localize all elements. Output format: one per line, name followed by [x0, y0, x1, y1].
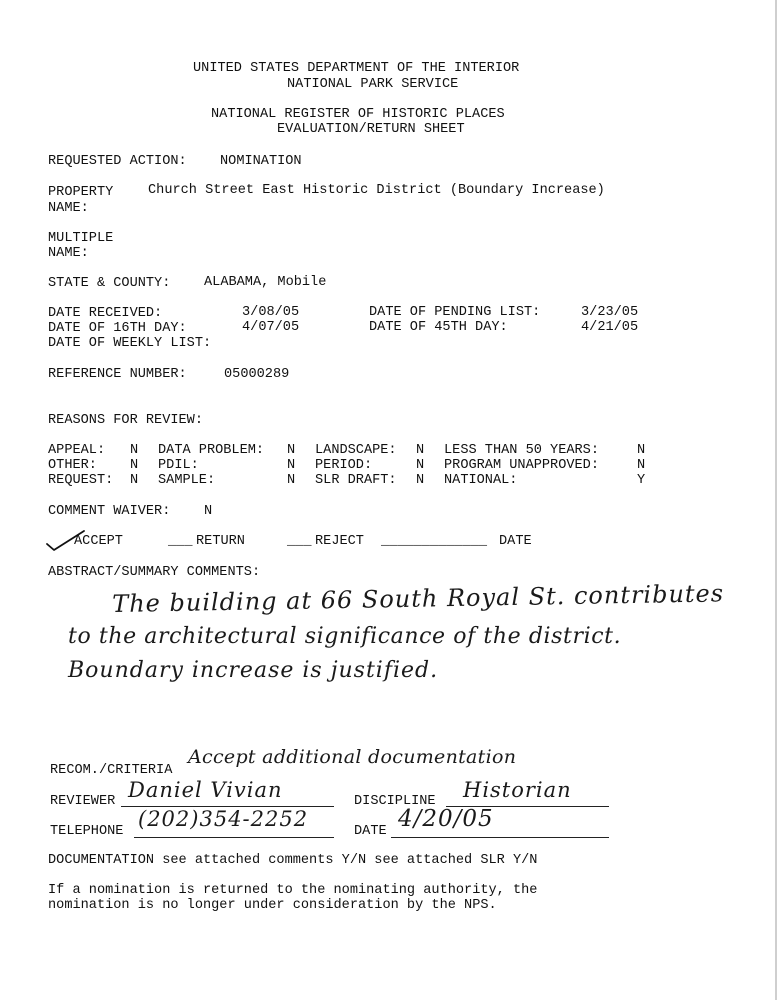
requested-action-value: NOMINATION [220, 154, 302, 169]
period-label: PERIOD: [315, 458, 373, 473]
header-register: NATIONAL REGISTER OF HISTORIC PLACES [211, 107, 505, 122]
national-value: Y [637, 473, 646, 488]
date-pending-label: DATE OF PENDING LIST: [369, 305, 541, 320]
landscape-label: LANDSCAPE: [315, 443, 397, 458]
program-unapproved-value: N [637, 458, 646, 473]
property-name-value: Church Street East Historic District (Boundary Increase) [148, 183, 605, 198]
multiple-label-2: NAME: [48, 246, 89, 261]
reasons-title: REASONS FOR REVIEW: [48, 413, 203, 428]
recom-criteria-label: RECOM./CRITERIA [50, 763, 173, 778]
multiple-label-1: MULTIPLE [48, 231, 114, 246]
signed-date-underline [391, 837, 609, 838]
date-weekly-label: DATE OF WEEKLY LIST: [48, 336, 212, 351]
header-agency: NATIONAL PARK SERVICE [287, 77, 459, 92]
pdil-label: PDIL: [158, 458, 199, 473]
recom-criteria-value: Accept additional documentation [188, 746, 517, 768]
request-value: N [130, 473, 139, 488]
reference-number-value: 05000289 [224, 367, 290, 382]
abstract-comment-line-3: Boundary increase is justified. [68, 658, 439, 683]
date-45th-value: 4/21/05 [581, 320, 639, 335]
reviewer-label: REVIEWER [50, 794, 116, 809]
telephone-underline [134, 837, 334, 838]
date-pending-value: 3/23/05 [581, 305, 639, 320]
comment-waiver-value: N [204, 504, 213, 519]
appeal-value: N [130, 443, 139, 458]
reject-option: REJECT [315, 534, 364, 549]
header-department: UNITED STATES DEPARTMENT OF THE INTERIOR [193, 61, 520, 76]
property-label-2: NAME: [48, 201, 89, 216]
footer-note-line-2: nomination is no longer under consideration by the NPS. [48, 898, 497, 913]
abstract-comment-line-1: The building at 66 South Royal St. contributes [111, 579, 725, 618]
return-blank: ___ [168, 534, 193, 549]
period-value: N [416, 458, 425, 473]
documentation-line: DOCUMENTATION see attached comments Y/N see attached SLR Y/N [48, 853, 538, 868]
discipline-label: DISCIPLINE [354, 794, 436, 809]
landscape-value: N [416, 443, 425, 458]
pdil-value: N [287, 458, 296, 473]
discipline-value: Historian [463, 778, 572, 802]
date-received-value: 3/08/05 [242, 305, 300, 320]
appeal-label: APPEAL: [48, 443, 106, 458]
date-blank: _____________ [381, 534, 488, 549]
abstract-label: ABSTRACT/SUMMARY COMMENTS: [48, 565, 261, 580]
other-value: N [130, 458, 139, 473]
date-16th-value: 4/07/05 [242, 320, 300, 335]
date-received-label: DATE RECEIVED: [48, 306, 163, 321]
state-county-value: ALABAMA, Mobile [204, 275, 327, 290]
data-problem-label: DATA PROBLEM: [158, 443, 265, 458]
requested-action-label: REQUESTED ACTION: [48, 154, 187, 169]
decision-date-label: DATE [499, 534, 532, 549]
sample-label: SAMPLE: [158, 473, 216, 488]
header-sheet-title: EVALUATION/RETURN SHEET [277, 122, 465, 137]
telephone-label: TELEPHONE [50, 824, 124, 839]
program-unapproved-label: PROGRAM UNAPPROVED: [444, 458, 599, 473]
date-45th-label: DATE OF 45TH DAY: [369, 320, 508, 335]
signed-date-label: DATE [354, 824, 387, 839]
telephone-value: (202)354-2252 [138, 807, 309, 831]
slr-draft-value: N [416, 473, 425, 488]
less-than-50-value: N [637, 443, 646, 458]
national-label: NATIONAL: [444, 473, 518, 488]
comment-waiver-label: COMMENT WAIVER: [48, 504, 171, 519]
reject-blank: ___ [287, 534, 312, 549]
footer-note-line-1: If a nomination is returned to the nominating authority, the [48, 883, 538, 898]
property-label-1: PROPERTY [48, 185, 114, 200]
data-problem-value: N [287, 443, 296, 458]
signed-date-value: 4/20/05 [398, 806, 494, 832]
abstract-comment-line-2: to the architectural significance of the district. [68, 624, 622, 649]
state-county-label: STATE & COUNTY: [48, 276, 171, 291]
reviewer-name: Daniel Vivian [128, 778, 283, 802]
sample-value: N [287, 473, 296, 488]
date-16th-label: DATE OF 16TH DAY: [48, 321, 187, 336]
accept-option: ACCEPT [74, 534, 123, 549]
return-option: RETURN [196, 534, 245, 549]
request-label: REQUEST: [48, 473, 114, 488]
reference-number-label: REFERENCE NUMBER: [48, 367, 187, 382]
other-label: OTHER: [48, 458, 97, 473]
less-than-50-label: LESS THAN 50 YEARS: [444, 443, 599, 458]
slr-draft-label: SLR DRAFT: [315, 473, 397, 488]
